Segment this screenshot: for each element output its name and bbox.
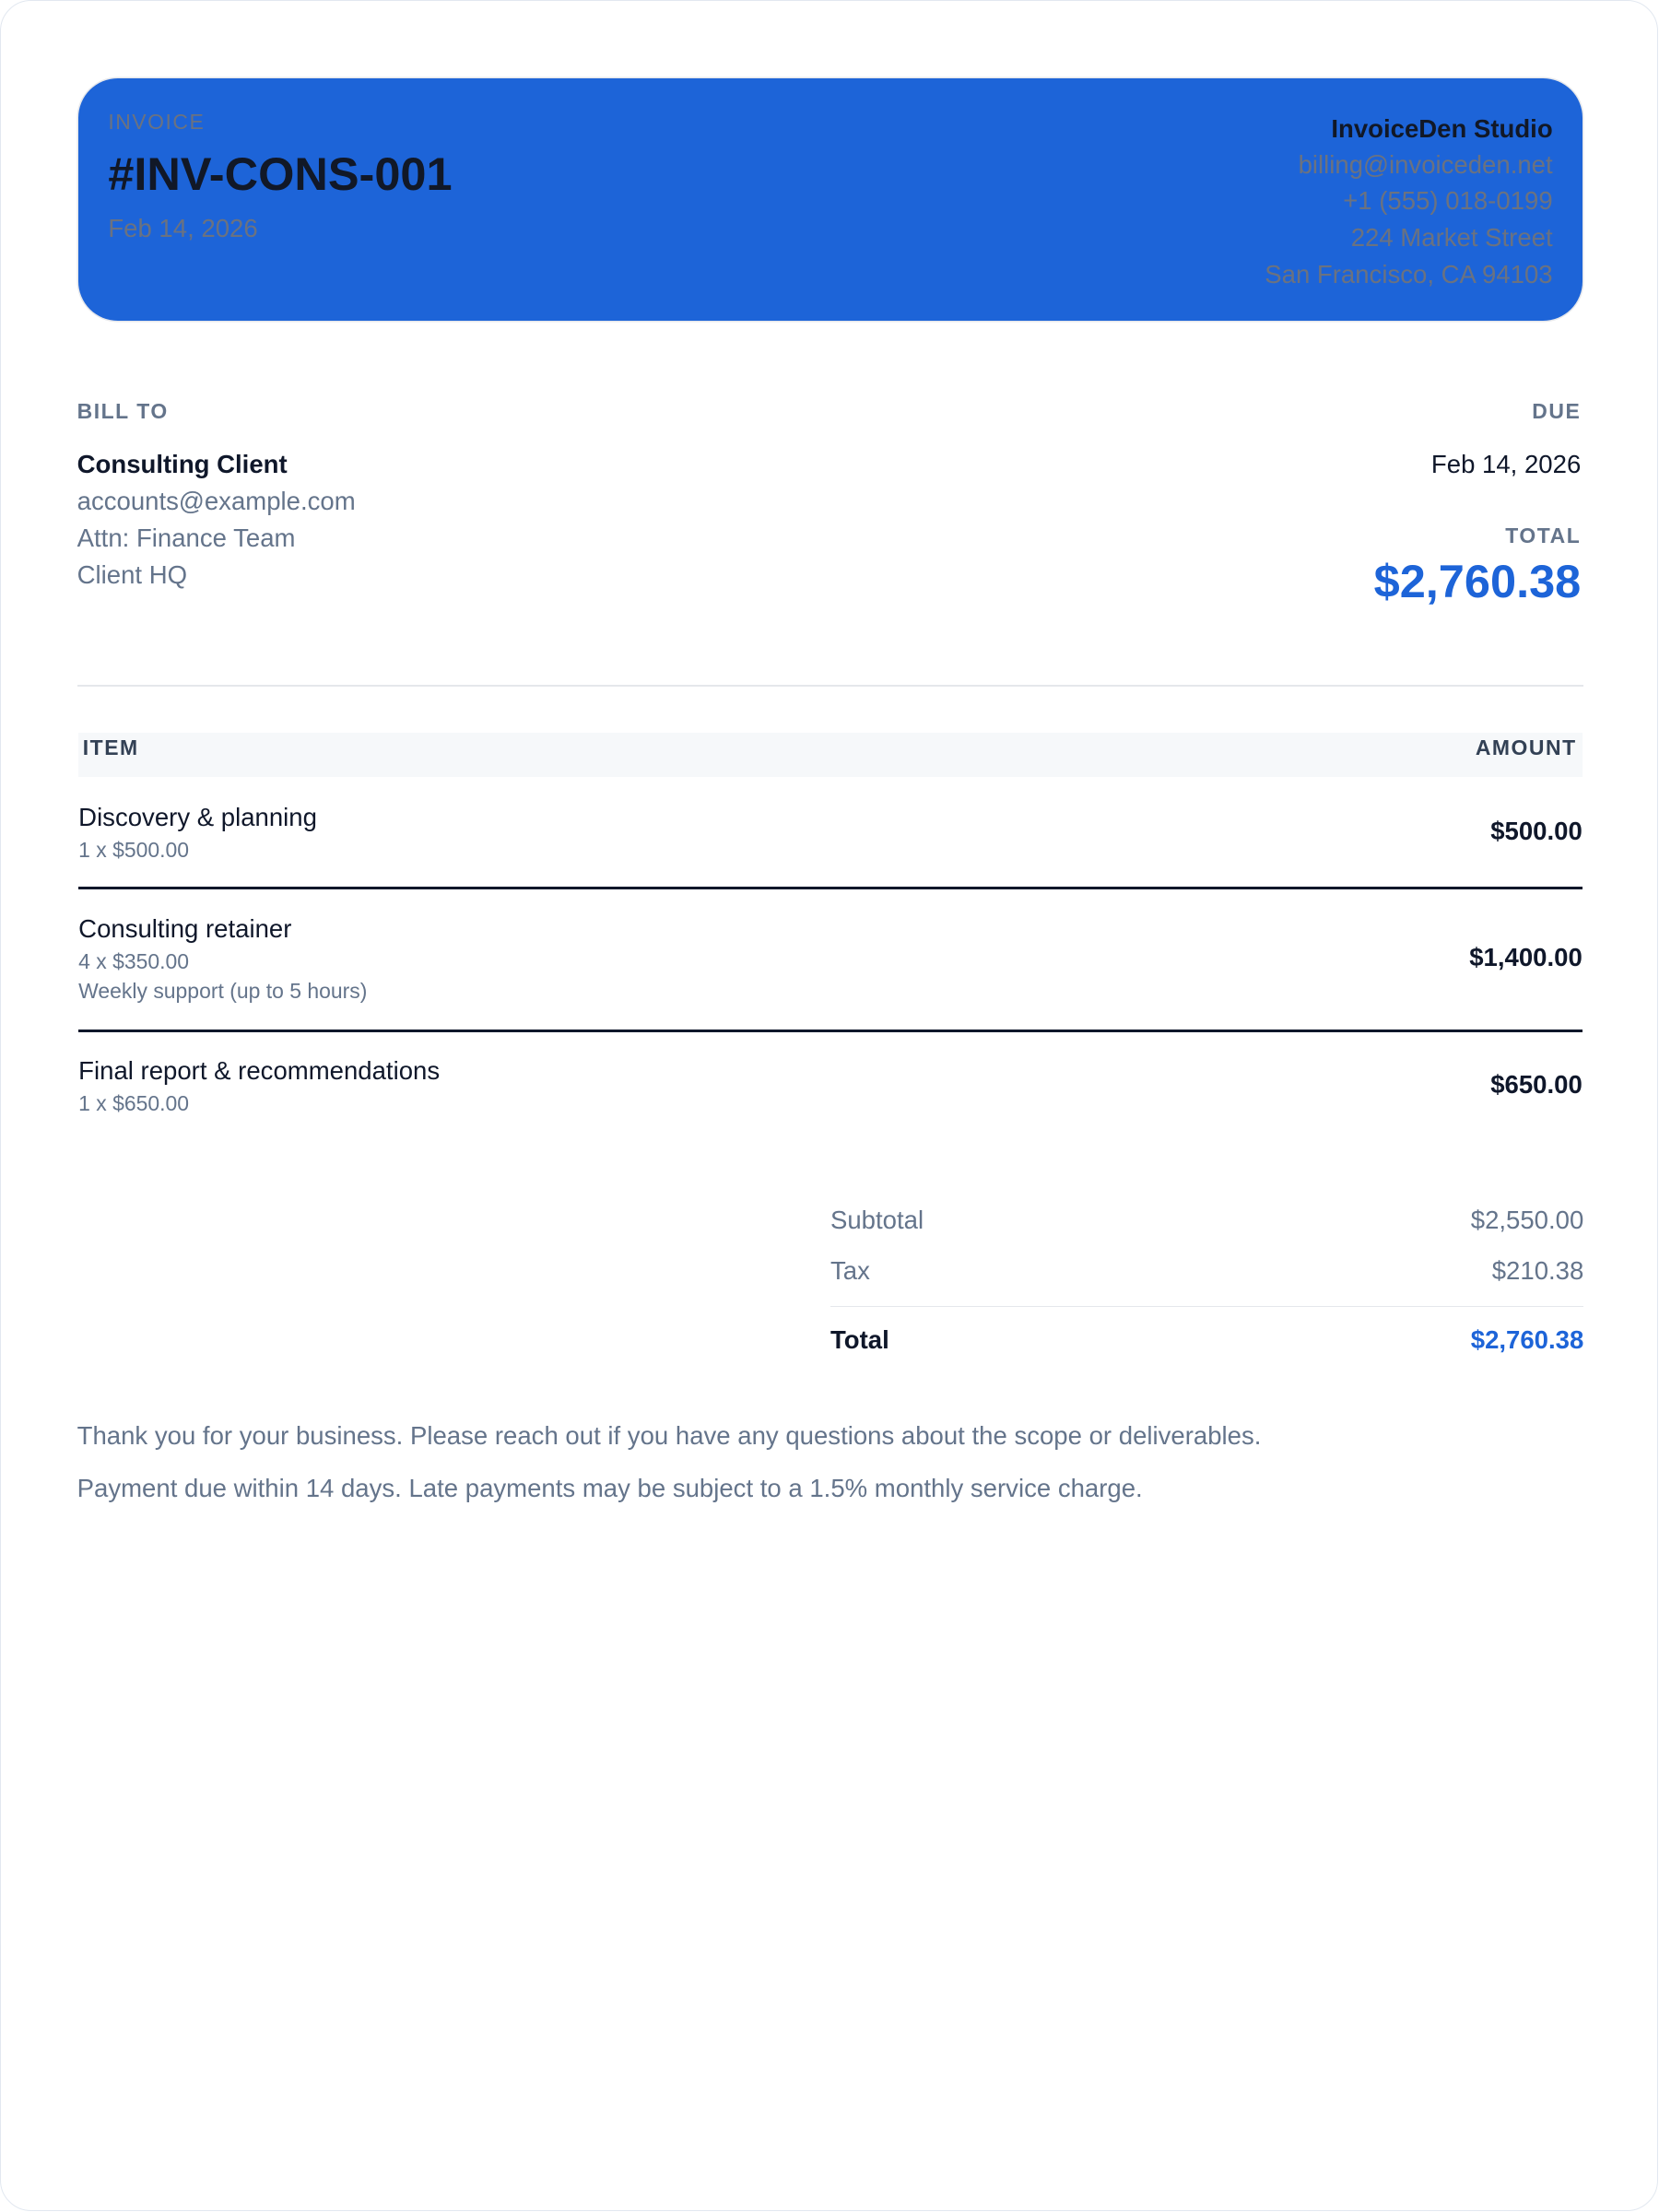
due-block [1374,399,1582,609]
column-amount: AMOUNT [1475,735,1577,760]
invoice-number: #INV-CONS-001 [108,147,453,200]
summary-total-value: $2,760.38 [1470,1325,1584,1355]
subtotal-label: Subtotal [830,1206,924,1235]
bill-to [77,399,356,594]
invoice-date: Feb 14, 2026 [108,214,258,243]
item-title: Consulting retainer [78,913,292,943]
payment-terms: Payment due within 14 days. Late payments may be subject to a 1.5% monthly service charge. [76,1473,1143,1502]
tax-label: Tax [830,1256,870,1286]
table-row [78,1054,1583,1118]
item-note: Weekly support (up to 5 hours) [78,978,368,1003]
table-header [78,733,1583,776]
bill-to-label: BILL TO [76,398,169,423]
item-qty: 4 x $350.00 [78,948,190,973]
client-email: accounts@example.com [76,486,356,515]
company-name: InvoiceDen Studio [1331,113,1553,143]
item-amount: $500.00 [1490,816,1583,845]
company-street: 224 Market Street [1350,223,1553,253]
thank-you-note: Thank you for your business. Please reach out if you have any questions about the scope or deliverables. [76,1421,1262,1451]
item-amount: $1,400.00 [1469,943,1583,972]
total-label: TOTAL [1505,524,1582,548]
client-name: Consulting Client [76,450,288,479]
subtotal-value: $2,550.00 [1470,1206,1584,1235]
client-address: Client HQ [76,559,188,589]
company-email: billing@invoiceden.net [1298,149,1553,179]
company-info [1265,112,1552,293]
column-item: ITEM [82,735,139,760]
summary-divider [830,1306,1583,1308]
item-title: Discovery & planning [78,802,317,831]
invoice-label: INVOICE [108,109,206,134]
client-attn: Attn: Finance Team [76,523,296,552]
summary-total-label: Total [830,1325,889,1355]
divider [77,685,1584,687]
tax-value: $210.38 [1491,1256,1584,1286]
total-amount: $2,760.38 [1373,555,1582,608]
row-divider [78,1030,1583,1032]
item-title: Final report & recommendations [78,1056,441,1086]
company-phone: +1 (555) 018-0199 [1343,186,1553,216]
item-amount: $650.00 [1490,1070,1583,1100]
invoice-header [78,78,1583,321]
table-row [78,912,1583,1006]
item-qty: 1 x $650.00 [78,1091,190,1116]
due-date: Feb 14, 2026 [1430,450,1582,479]
row-divider [78,887,1583,889]
company-city: San Francisco, CA 94103 [1265,260,1553,289]
table-row [78,801,1583,865]
due-label: DUE [1532,398,1582,423]
item-qty: 1 x $500.00 [78,837,190,862]
